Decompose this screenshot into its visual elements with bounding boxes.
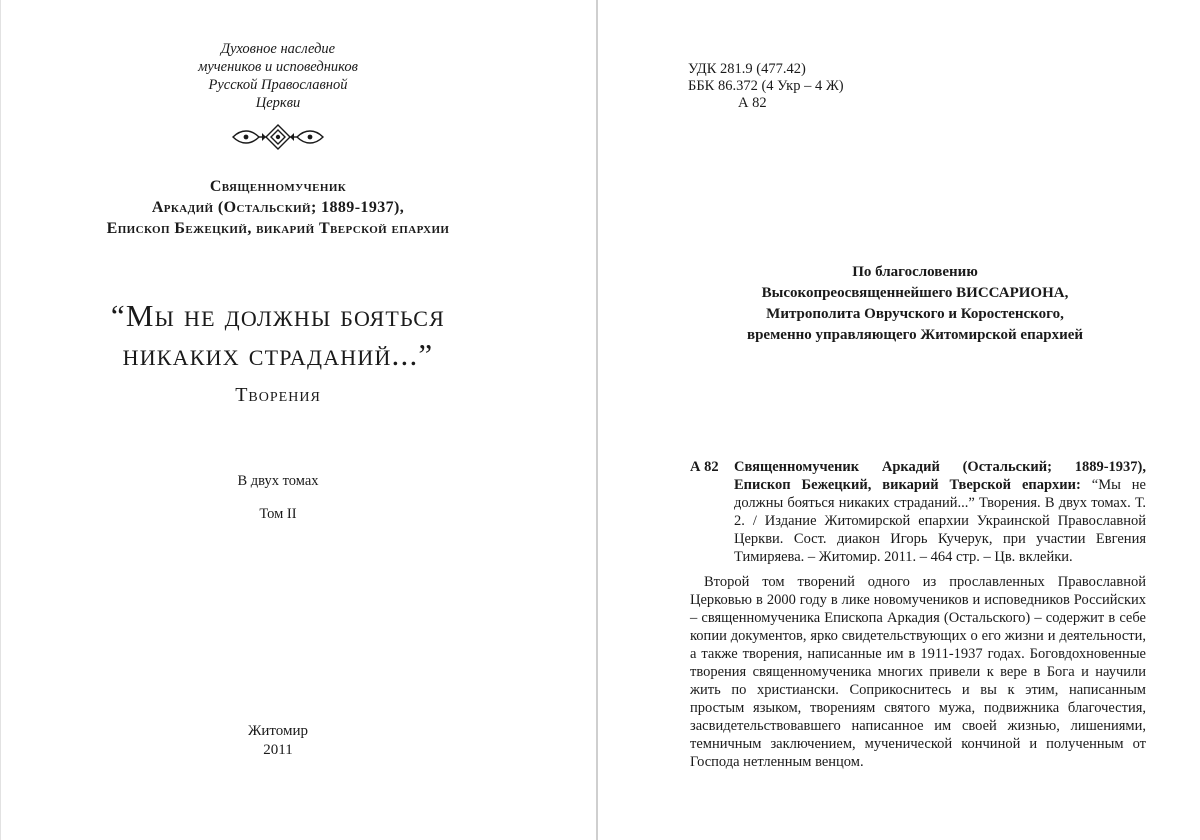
blessing-line: Митрополита Овручского и Коростенского, bbox=[766, 306, 1064, 322]
author-block bbox=[0, 176, 556, 239]
blessing-line: По благословению bbox=[852, 264, 978, 280]
left-page bbox=[0, 0, 596, 840]
record-code: А 82 bbox=[690, 459, 719, 475]
series-title bbox=[0, 40, 556, 112]
blessing-line: временно управляющего Житомирской епархией bbox=[746, 327, 1084, 343]
record-author: Священномученик Аркадий (Остальский; 1889-1937), Епископ Бежецкий, викарий Тверской епархии: bbox=[734, 459, 1146, 493]
volumes-note: В двух томах bbox=[237, 473, 319, 489]
series-line: Церкви bbox=[255, 95, 301, 111]
imprint bbox=[0, 722, 556, 760]
blessing-line: Высокопреосвященнейшего ВИССАРИОНА, bbox=[761, 285, 1069, 301]
author-line: Аркадий (Остальский; 1889-1937), bbox=[151, 199, 405, 216]
series-line: Русской Православной bbox=[208, 77, 348, 93]
volume-number: Том II bbox=[259, 506, 297, 522]
imprint-year: 2011 bbox=[263, 742, 293, 758]
title-line: “Мы не должны бояться bbox=[110, 298, 446, 333]
udk-code: УДК 281.9 (477.42) bbox=[688, 61, 806, 77]
book-subtitle: Творения bbox=[235, 384, 321, 406]
series-line: мучеников и исповедников bbox=[198, 59, 358, 75]
blessing-block bbox=[690, 262, 1140, 346]
author-mark: А 82 bbox=[738, 95, 767, 111]
record-text bbox=[734, 458, 1146, 566]
record-details: “Мы не должны бояться никаких страданий...” Творения. В двух томах. Т. 2. / Издание Житомирской епархии Украинской Православной Церкви. Сост. диакон Игорь Кучерук, при участии Евгения Тимиряева. – Житомир. 2011. – 464 стр. – Цв. вклейки. bbox=[734, 477, 1146, 565]
imprint-city: Житомир bbox=[247, 723, 309, 739]
classification-codes bbox=[688, 61, 844, 112]
ornament-divider-icon bbox=[229, 124, 327, 150]
author-line: Епископ Бежецкий, викарий Тверской епархии bbox=[106, 220, 450, 237]
bibliographic-record bbox=[690, 458, 1146, 566]
author-line: Священномученик bbox=[209, 178, 347, 195]
bbk-code: ББК 86.372 (4 Укр – 4 Ж) bbox=[688, 78, 844, 94]
annotation-paragraph: Второй том творений одного из прославленных Православной Церковью в 2000 году в лике новомучеников и исповедников Российских – священномученика Епископа Аркадия (Остальского) – содержит в себе копии документов, ярко свидетельствующих о его жизни и деятельности, а также творения, написанные им в 1911-1937 годах. Боговдохновенные творения священномученика многих привели к вере в Бога и научили жить по христиански. Соприкоснитесь и вы к этим, написанным простым языком, творениям святого мужа, подвижника благочестия, засвидетельствовавшего написанное им своей жизнью, лишениями, темничным заключением, мученической кончиной и полученным от Господа нетленным венцом. bbox=[690, 574, 1146, 770]
page-edge bbox=[0, 0, 1, 840]
book-title bbox=[0, 296, 556, 374]
title-line: никаких страданий...” bbox=[122, 337, 434, 372]
series-line: Духовное наследие bbox=[220, 41, 336, 57]
